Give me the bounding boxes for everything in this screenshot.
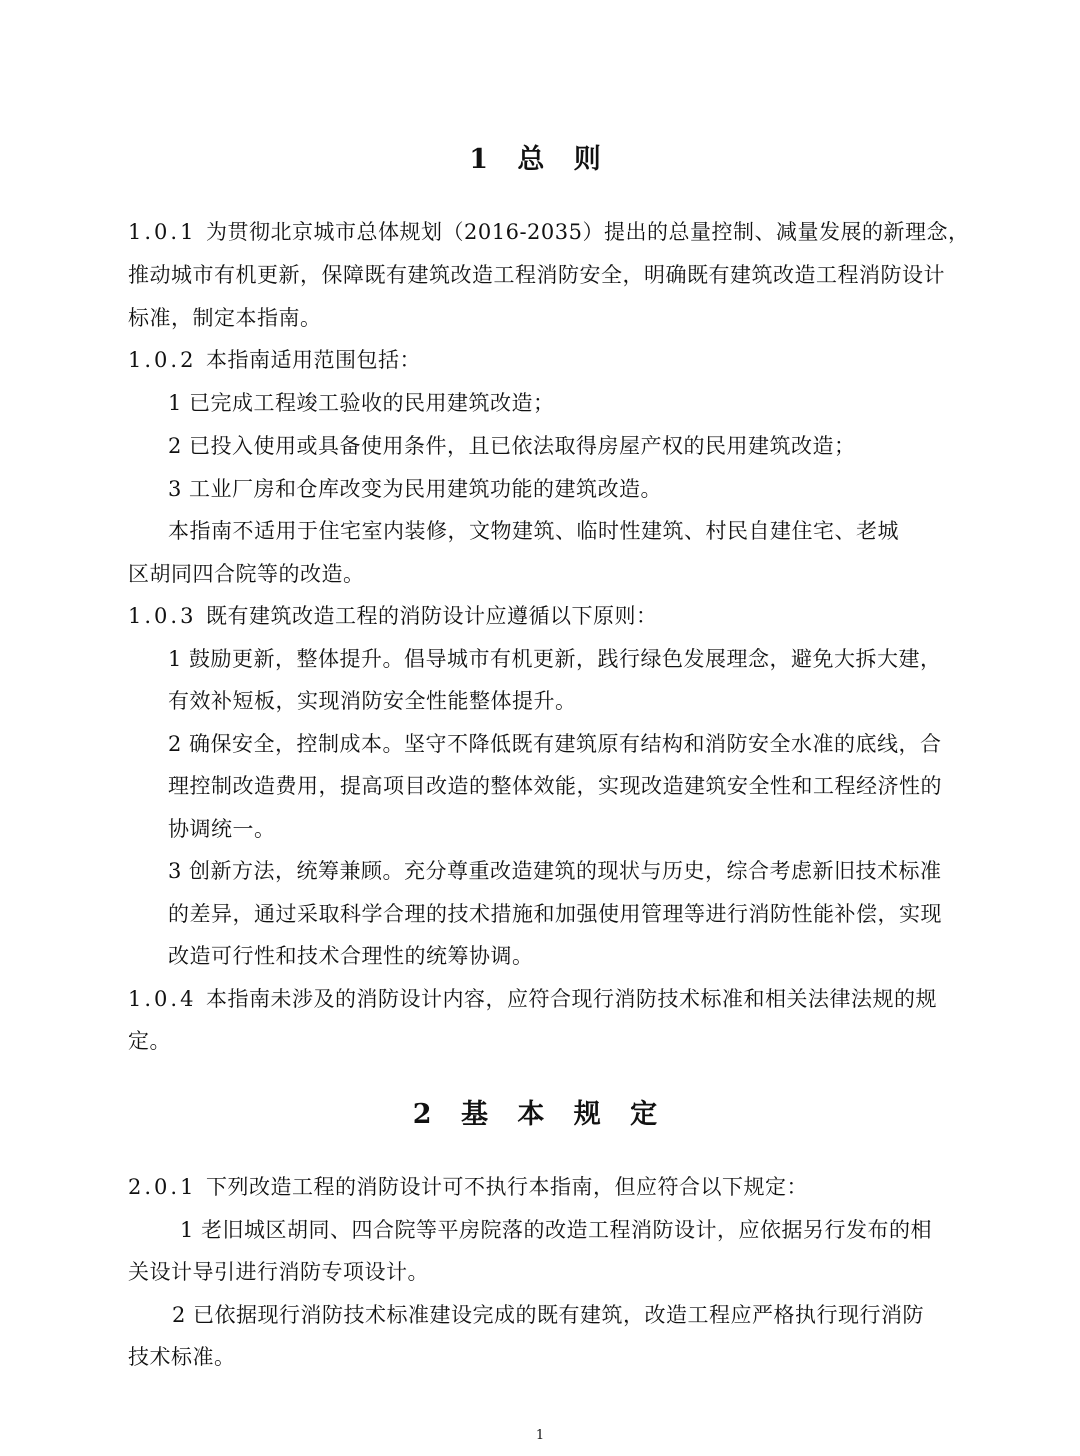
clause-1-0-3-item-3-line-1: 3 创新方法，统筹兼顾。充分尊重改造建筑的现状与历史，综合考虑新旧技术标准 [168,859,942,883]
clause-number: 2.0.1 [128,1175,197,1199]
clause-1-0-3-item-3-line-3: 改造可行性和技术合理性的统筹协调。 [168,944,534,968]
clause-1-0-4-line-2: 定。 [128,1029,171,1053]
clause-1-0-2-item-2: 2 已投入使用或具备使用条件，且已依法取得房屋产权的民用建筑改造； [168,434,856,458]
chapter-1-title: 1 总 则 [469,144,611,175]
clause-1-0-2-intro: 1.0.2 本指南适用范围包括： [128,345,421,375]
clause-1-0-3-item-2-line-3: 协调统一。 [168,817,276,841]
clause-2-0-1-intro: 2.0.1 下列改造工程的消防设计可不执行本指南，但应符合以下规定： [128,1172,808,1202]
clause-number: 1.0.3 [128,604,197,628]
clause-2-0-1-item-2-line-2: 技术标准。 [128,1345,236,1369]
clause-2-0-1-item-1-line-1: 1 老旧城区胡同、四合院等平房院落的改造工程消防设计，应依据另行发布的相 [180,1218,933,1242]
clause-1-0-2-item-1: 1 已完成工程竣工验收的民用建筑改造； [168,391,555,415]
clause-1-0-1-line-1: 1.0.1 为贯彻北京城市总体规划（2016-2035）提出的总量控制、减量发展的新理念， [128,217,969,247]
clause-number: 1.0.1 [128,220,197,244]
clause-2-0-1-item-2-line-1: 2 已依据现行消防技术标准建设完成的既有建筑，改造工程应严格执行现行消防 [172,1303,925,1327]
page-number: 1 [535,1428,545,1443]
clause-1-0-3-item-3-line-2: 的差异，通过采取科学合理的技术措施和加强使用管理等进行消防性能补偿，实现 [168,902,942,926]
chapter-2-title: 2 基 本 规 定 [412,1099,668,1130]
clause-1-0-3-item-1-line-2: 有效补短板，实现消防安全性能整体提升。 [168,689,577,713]
clause-1-0-3-item-1-line-1: 1 鼓励更新，整体提升。倡导城市有机更新，践行绿色发展理念，避免大拆大建， [168,647,942,671]
clause-1-0-4-line-1: 1.0.4 本指南未涉及的消防设计内容，应符合现行消防技术标准和相关法律法规的规 [128,984,937,1014]
clause-1-0-2-item-3: 3 工业厂房和仓库改变为民用建筑功能的建筑改造。 [168,477,663,501]
clause-1-0-2-exclusion-line-2: 区胡同四合院等的改造。 [128,562,365,586]
clause-1-0-3-item-2-line-1: 2 确保安全，控制成本。坚守不降低既有建筑原有结构和消防安全水准的底线，合 [168,732,942,756]
clause-2-0-1-item-1-line-2: 关设计导引进行消防专项设计。 [128,1260,429,1284]
clause-1-0-3-intro: 1.0.3 既有建筑改造工程的消防设计应遵循以下原则： [128,601,658,631]
clause-1-0-1-line-2: 推动城市有机更新，保障既有建筑改造工程消防安全，明确既有建筑改造工程消防设计 [128,263,945,287]
clause-1-0-2-exclusion-line-1: 本指南不适用于住宅室内装修，文物建筑、临时性建筑、村民自建住宅、老城 [168,519,899,543]
clause-1-0-1-line-3: 标准，制定本指南。 [128,306,322,330]
clause-1-0-3-item-2-line-2: 理控制改造费用，提高项目改造的整体效能，实现改造建筑安全性和工程经济性的 [168,774,942,798]
clause-number: 1.0.4 [128,987,197,1011]
clause-number: 1.0.2 [128,348,197,372]
